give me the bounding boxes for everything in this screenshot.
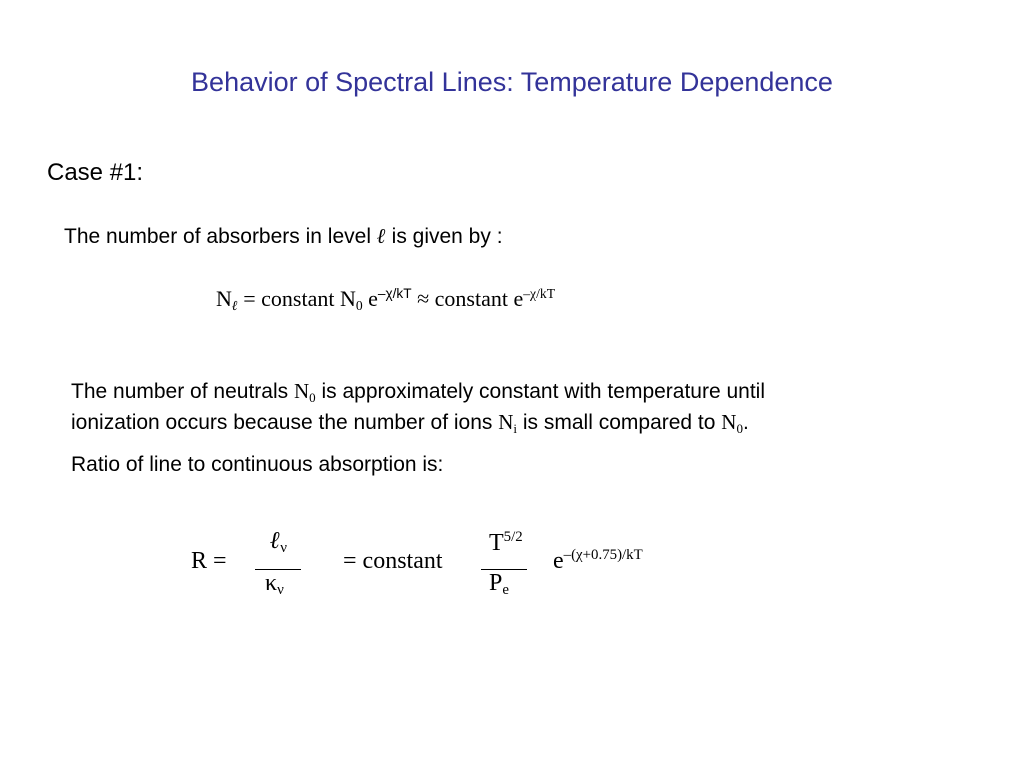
eq1-lhs-subscript: ℓ — [231, 297, 238, 313]
nu-subscript-1: ν — [280, 540, 287, 557]
slide-title: Behavior of Spectral Lines: Temperature Dependence — [191, 67, 833, 97]
para1-text-c: ionization occurs because the number of ions — [71, 411, 499, 434]
eq2-numerator-1 — [270, 528, 287, 555]
absorbers-sentence-prefix: The number of absorbers in level — [64, 225, 377, 248]
line-opacity-symbol: ℓ — [270, 528, 281, 554]
neutrals-paragraph — [71, 376, 765, 438]
eq2-denominator-2 — [489, 570, 509, 597]
eq1-middle: = constant N — [237, 286, 356, 311]
eq2-exp-base: e — [553, 548, 564, 574]
ni-subscript: i — [513, 420, 518, 436]
temperature-exponent: 5/2 — [503, 528, 523, 545]
pressure-symbol: P — [489, 570, 503, 596]
eq2-exponent: –(χ+0.75)/kT — [563, 546, 643, 563]
kappa-symbol: κ — [265, 570, 278, 596]
para1-text-b: is approximately constant with temperature until — [315, 380, 766, 403]
absorbers-sentence — [64, 224, 503, 249]
absorbers-sentence-suffix: is given by : — [385, 225, 503, 248]
neutrals-paragraph-line-2 — [71, 407, 765, 438]
eq2-constant: = constant — [343, 548, 443, 574]
n0-symbol: N — [293, 379, 310, 403]
n0-subscript: 0 — [309, 389, 316, 405]
temperature-symbol: T — [489, 530, 504, 556]
eq1-approx: ≈ constant e — [411, 286, 524, 311]
para1-period: . — [742, 411, 749, 434]
eq1-exponent-1: –χ/kT — [377, 285, 412, 301]
ratio-sentence: Ratio of line to continuous absorption is: — [71, 453, 444, 476]
ni-symbol: N — [498, 410, 514, 434]
eq1-middle-subscript: 0 — [355, 297, 363, 313]
case-label: Case #1: — [47, 159, 144, 186]
eq1-lhs: N — [216, 286, 232, 311]
level-symbol: ℓ — [376, 224, 386, 248]
n0-symbol-2: N — [721, 410, 737, 434]
eq2-exponential — [553, 548, 643, 575]
eq2-denominator-1 — [265, 570, 284, 597]
boltzmann-equation — [216, 286, 555, 312]
para1-text-d: is small compared to — [517, 411, 722, 434]
eq2-lhs: R = — [191, 548, 227, 574]
eq1-exponent-2: –χ/kT — [523, 285, 556, 301]
nu-subscript-2: ν — [277, 582, 284, 599]
eq1-exp-base: e — [362, 286, 378, 311]
electron-subscript: e — [502, 582, 509, 599]
neutrals-paragraph-line-1 — [71, 376, 765, 407]
n0-subscript-2: 0 — [736, 420, 743, 436]
eq2-numerator-2 — [489, 530, 523, 557]
para1-text-a: The number of neutrals — [71, 380, 294, 403]
